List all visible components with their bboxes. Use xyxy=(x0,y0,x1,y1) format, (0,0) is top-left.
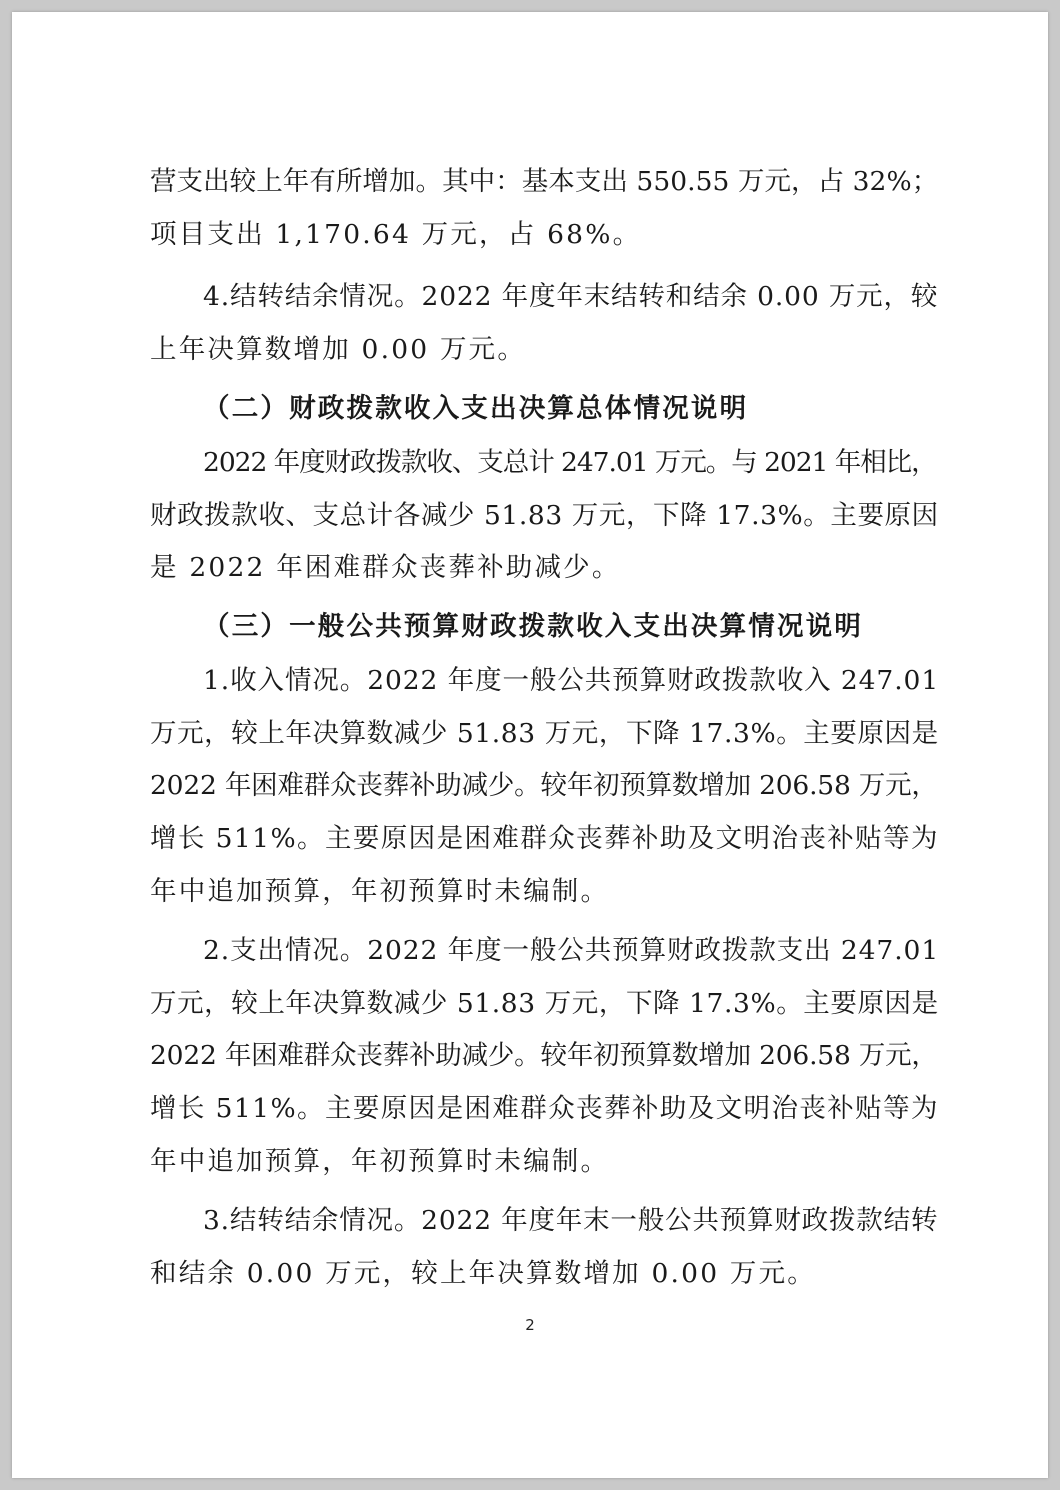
body-text-line: 营支出较上年有所增加。其中：基本支出 550.55 万元，占 32%； xyxy=(150,166,939,197)
body-text-line: 3.结转结余情况。2022 年度年末一般公共预算财政拨款结转 xyxy=(203,1205,939,1236)
body-text-line: 财政拨款收、支总计各减少 51.83 万元，下降 17.3%。主要原因 xyxy=(150,500,939,531)
body-text-line: 增长 511%。主要原因是困难群众丧葬补助及文明治丧补贴等为 xyxy=(150,1093,939,1124)
document-page xyxy=(12,12,1048,1478)
page-number: 2 xyxy=(525,1316,535,1334)
section-heading: （三）一般公共预算财政拨款收入支出决算情况说明 xyxy=(203,611,864,642)
body-text-line: 万元，较上年决算数减少 51.83 万元，下降 17.3%。主要原因是 xyxy=(150,988,939,1019)
body-text-line: 1.收入情况。2022 年度一般公共预算财政拨款收入 247.01 xyxy=(203,665,940,696)
body-text-line: 增长 511%。主要原因是困难群众丧葬补助及文明治丧补贴等为 xyxy=(150,823,939,854)
body-text-line: 4.结转结余情况。2022 年度年末结转和结余 0.00 万元，较 xyxy=(203,281,939,312)
body-text-line: 万元，较上年决算数减少 51.83 万元，下降 17.3%。主要原因是 xyxy=(150,718,939,749)
body-text-line: 2022 年困难群众丧葬补助减少。较年初预算数增加 206.58 万元， xyxy=(150,770,938,801)
body-text-line: 年中追加预算，年初预算时未编制。 xyxy=(150,1146,610,1177)
body-text-line: 是 2022 年困难群众丧葬补助减少。 xyxy=(150,552,621,583)
body-text-line: 2022 年度财政拨款收、支总计 247.01 万元。与 2021 年相比， xyxy=(203,447,937,478)
body-text-line: 项目支出 1,170.64 万元，占 68%。 xyxy=(150,219,642,250)
body-text-line: 2.支出情况。2022 年度一般公共预算财政拨款支出 247.01 xyxy=(203,935,940,966)
body-text-line: 2022 年困难群众丧葬补助减少。较年初预算数增加 206.58 万元， xyxy=(150,1040,938,1071)
body-text-line: 上年决算数增加 0.00 万元。 xyxy=(150,334,527,365)
section-heading: （二）财政拨款收入支出决算总体情况说明 xyxy=(203,393,749,424)
body-text-line: 和结余 0.00 万元，较上年决算数增加 0.00 万元。 xyxy=(150,1258,817,1289)
body-text-line: 年中追加预算，年初预算时未编制。 xyxy=(150,876,610,907)
